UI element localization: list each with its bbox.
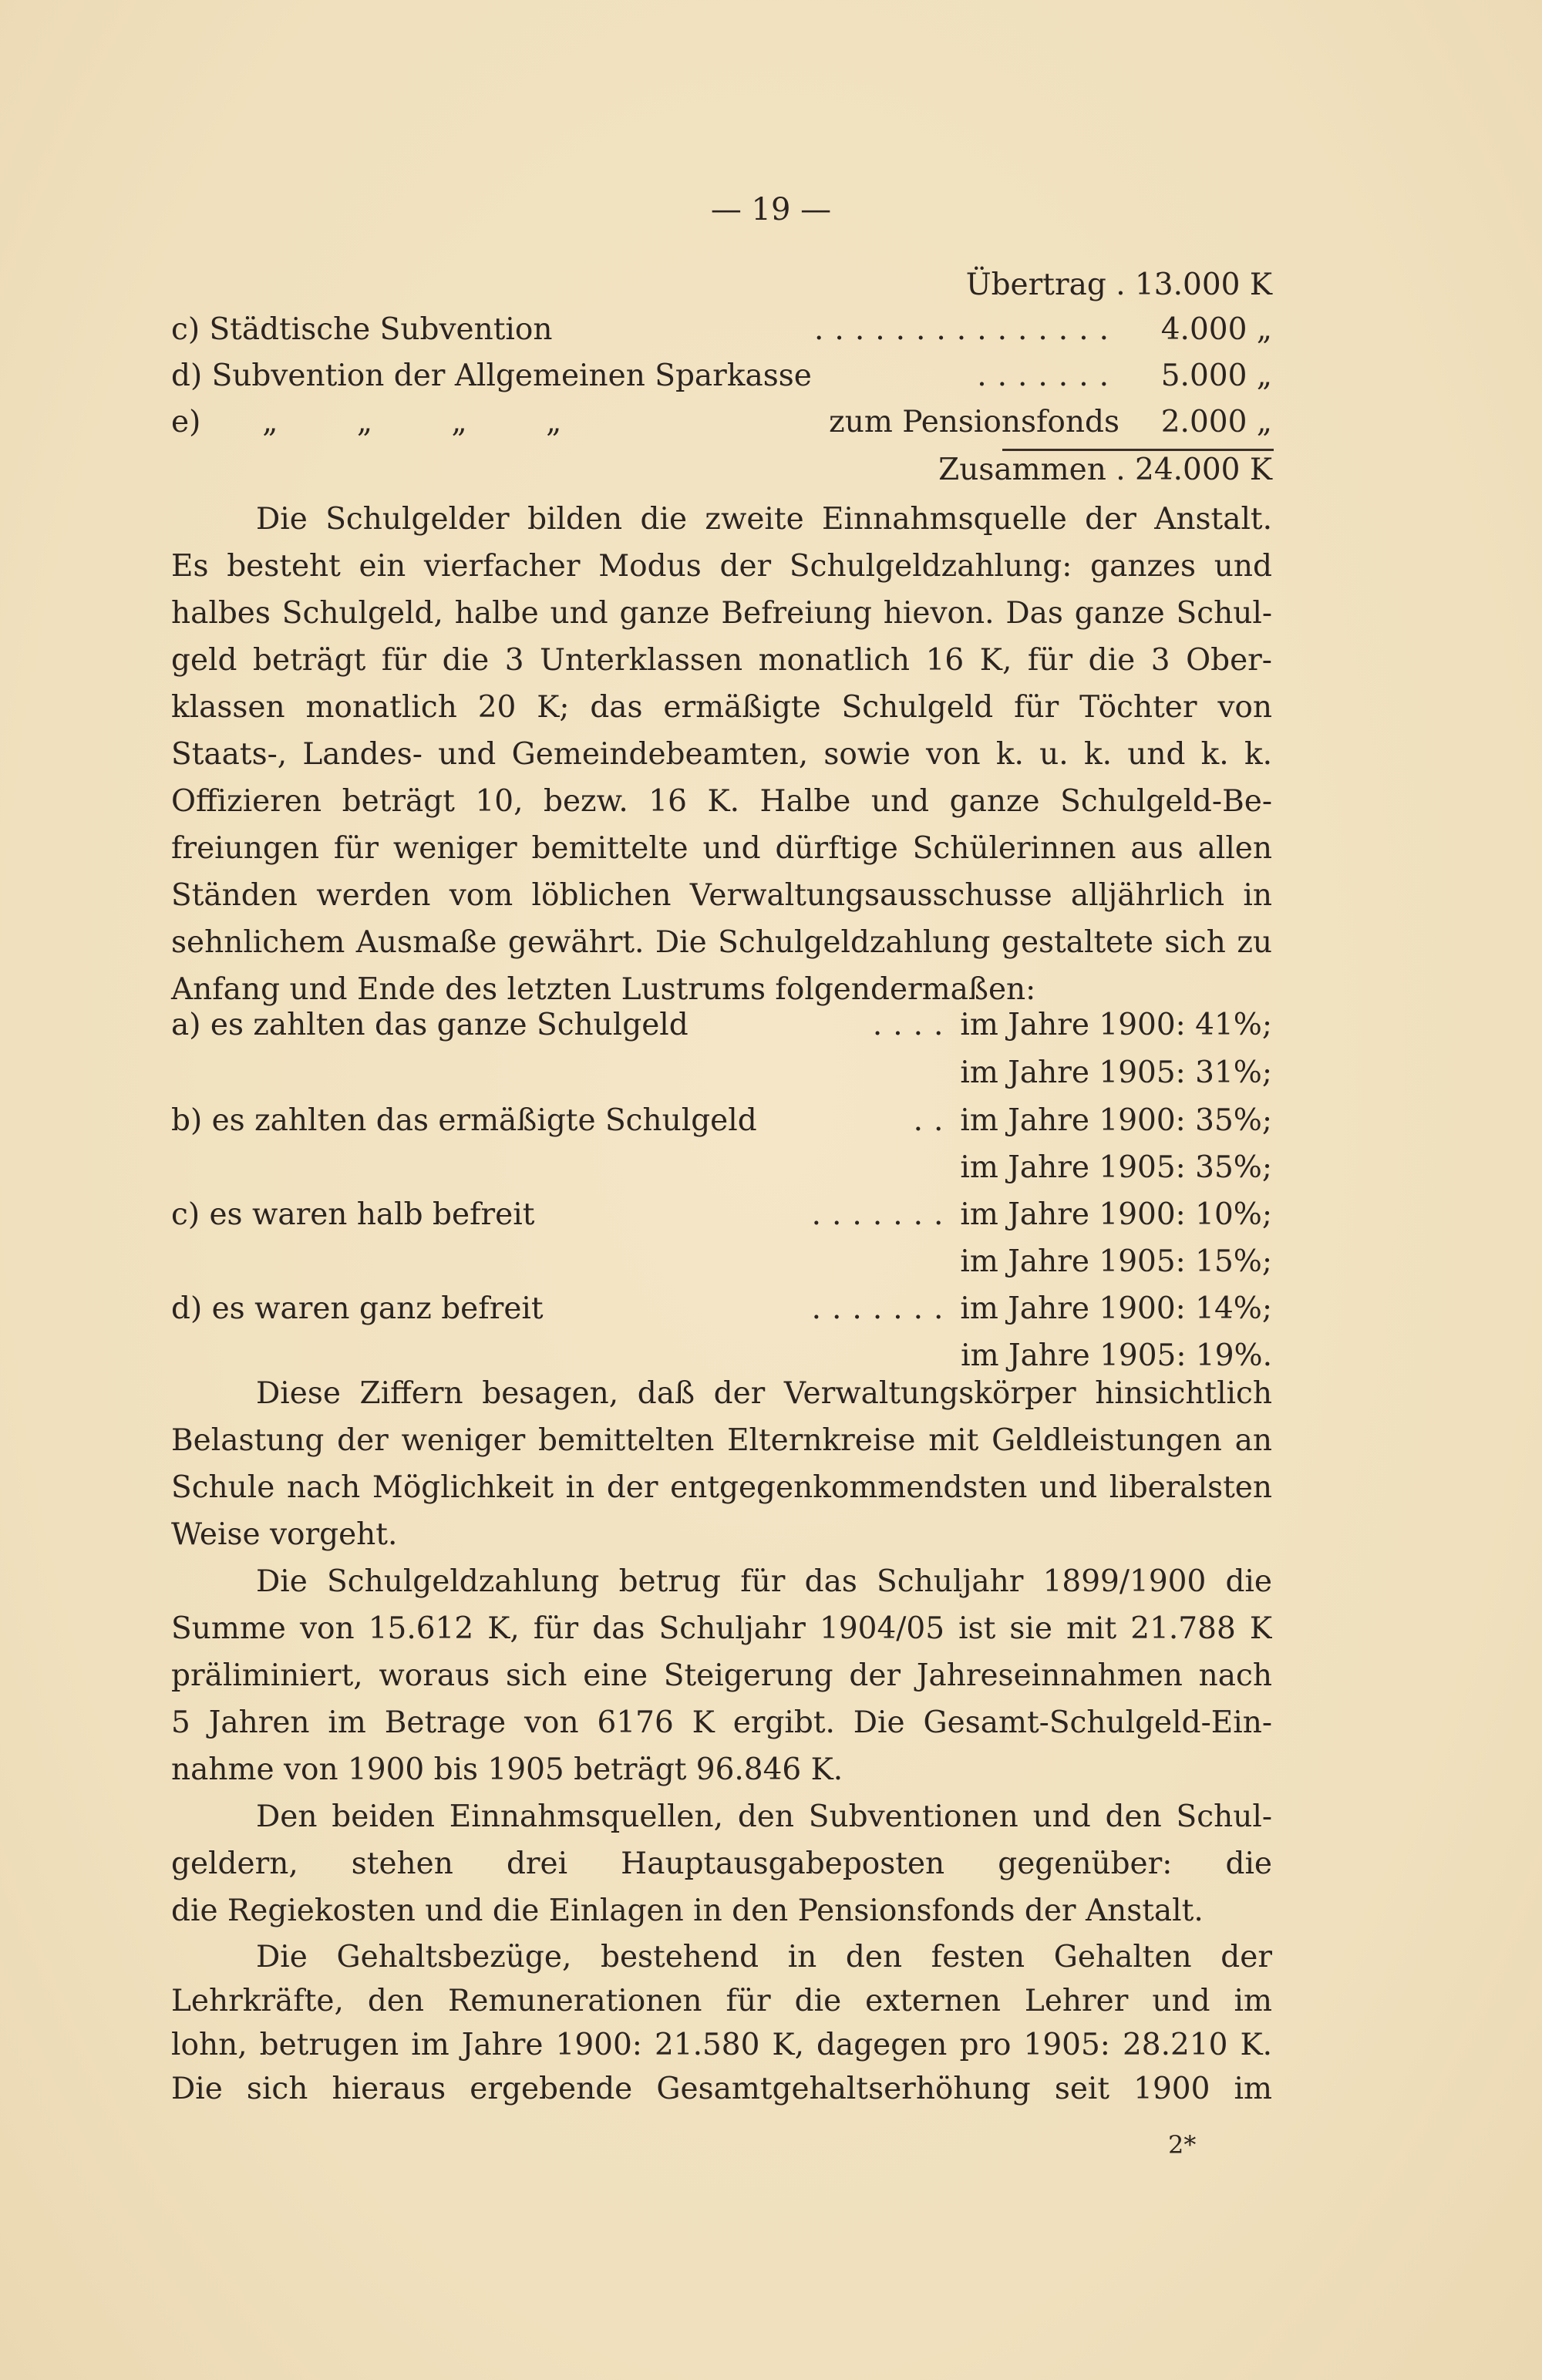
text-line: klassen monatlich 20 K; das ermäßigte Schulgeld für Töchter von <box>171 690 1272 725</box>
text-line: halbes Schulgeld, halbe und ganze Befreiung hievon. Das ganze Schul- <box>171 596 1272 631</box>
text-line: Anfang und Ende des letzten Lustrums folgendermaßen: <box>171 972 1036 1007</box>
percentage-1900: im Jahre 1900: 14%; <box>960 1291 1272 1326</box>
percentage-1900: im Jahre 1900: 41%; <box>960 1008 1272 1042</box>
leader-dots: ............... <box>814 312 1119 347</box>
ledger-label: c) Städtische Subvention <box>171 312 553 347</box>
text-line: Diese Ziffern besagen, daß der Verwaltungskörper hinsichtlich <box>256 1376 1272 1411</box>
percentage-1905: im Jahre 1905: 19%. <box>961 1338 1272 1373</box>
text-line: Offizieren beträgt 10, bezw. 16 K. Halbe und ganze Schulgeld-Be- <box>171 784 1272 819</box>
ledger-amount: 5.000 „ <box>1160 359 1272 393</box>
text-line: sehnlichem Ausmaße gewährt. Die Schulgeldzahlung gestaltete sich zu <box>171 925 1272 960</box>
percentage-label: a) es zahlten das ganze Schulgeld <box>171 1008 689 1042</box>
signature-mark: 2* <box>1168 2130 1197 2160</box>
text-line: Die Schulgelder bilden die zweite Einnahmsquelle der Anstalt. <box>256 502 1272 537</box>
text-line: freiungen für weniger bemittelte und dürftige Schülerinnen aus allen <box>171 831 1272 866</box>
percentage-item <box>171 1101 1272 1141</box>
text-line: Schule nach Möglichkeit in der entgegenkommendsten und liberalsten <box>171 1470 1272 1505</box>
ledger-item <box>171 402 1272 443</box>
percentage-1905: im Jahre 1905: 15%; <box>960 1244 1272 1279</box>
text-line: geld beträgt für die 3 Unterklassen monatlich 16 K, für die 3 Ober- <box>171 643 1272 678</box>
text-line: die Regiekosten und die Einlagen in den Pensionsfonds der Anstalt. <box>171 1894 1204 1928</box>
ledger-amount: 2.000 „ <box>1160 405 1272 439</box>
leader-dots: ....... <box>811 1197 954 1232</box>
page-number: — 19 — <box>710 192 832 227</box>
text-line: Den beiden Einnahmsquellen, den Subventionen und den Schul- <box>256 1799 1272 1834</box>
percentage-1900: im Jahre 1900: 10%; <box>960 1197 1272 1232</box>
text-line: Summe von 15.612 K, für das Schuljahr 1904/05 ist sie mit 21.788 K <box>171 1611 1272 1646</box>
percentage-item <box>171 1289 1272 1329</box>
text-line: präliminiert, woraus sich eine Steigerung der Jahreseinnahmen nach <box>171 1658 1272 1693</box>
leader-dots: ....... <box>977 359 1119 393</box>
text-line: Weise vorgeht. <box>171 1517 398 1552</box>
text-line: 5 Jahren im Betrage von 6176 K ergibt. Die Gesamt-Schulgeld-Ein- <box>171 1705 1272 1740</box>
percentage-label: d) es waren ganz befreit <box>171 1291 544 1326</box>
ledger-total: Zusammen . 24.000 K <box>938 453 1272 487</box>
percentage-1900: im Jahre 1900: 35%; <box>960 1103 1272 1138</box>
leader-dots: .... <box>872 1008 954 1042</box>
text-line: Es besteht ein vierfacher Modus der Schulgeldzahlung: ganzes und <box>171 549 1272 584</box>
percentage-item <box>171 1195 1272 1235</box>
ledger-item <box>171 356 1272 396</box>
percentage-1905: im Jahre 1905: 35%; <box>960 1150 1272 1185</box>
leader-dots: ....... <box>811 1291 954 1326</box>
text-line: Staats-, Landes- und Gemeindebeamten, sowie von k. u. k. und k. k. <box>171 737 1272 772</box>
percentage-label: c) es waren halb befreit <box>171 1197 535 1232</box>
ledger-amount: 4.000 „ <box>1160 312 1272 347</box>
text-line: Die Schulgeldzahlung betrug für das Schuljahr 1899/1900 die <box>256 1564 1272 1599</box>
ledger-item <box>171 310 1272 350</box>
text-line: lohn, betrugen im Jahre 1900: 21.580 K, dagegen pro 1905: 28.210 K. <box>171 2028 1272 2062</box>
leader-dots: .. <box>913 1103 954 1138</box>
percentage-1905: im Jahre 1905: 31%; <box>960 1055 1272 1090</box>
ledger-label: d) Subvention der Allgemeinen Sparkasse <box>171 359 812 393</box>
text-line: Belastung der weniger bemittelten Elternkreise mit Geldleistungen an <box>171 1423 1272 1458</box>
text-line: Die sich hieraus ergebende Gesamtgehaltserhöhung seit 1900 im <box>171 2072 1272 2106</box>
text-line: Die Gehaltsbezüge, bestehend in den festen Gehalten der <box>256 1940 1272 1974</box>
percentage-label: b) es zahlten das ermäßigte Schulgeld <box>171 1103 757 1138</box>
ledger-label: e) <box>171 405 201 439</box>
ditto-marks: „ „ „ „ <box>262 405 562 439</box>
ledger-label-2: zum Pensionsfonds <box>829 405 1119 439</box>
carry-over: Übertrag . 13.000 K <box>965 268 1272 302</box>
text-line: nahme von 1900 bis 1905 beträgt 96.846 K. <box>171 1752 843 1787</box>
text-line: Lehrkräfte, den Remunerationen für die externen Lehrer und im <box>171 1984 1272 2018</box>
text-line: geldern, stehen drei Hauptausgabeposten gegenüber: die <box>171 1846 1272 1881</box>
text-line: Ständen werden vom löblichen Verwaltungsausschusse alljährlich in <box>171 878 1272 913</box>
percentage-item <box>171 1005 1272 1045</box>
